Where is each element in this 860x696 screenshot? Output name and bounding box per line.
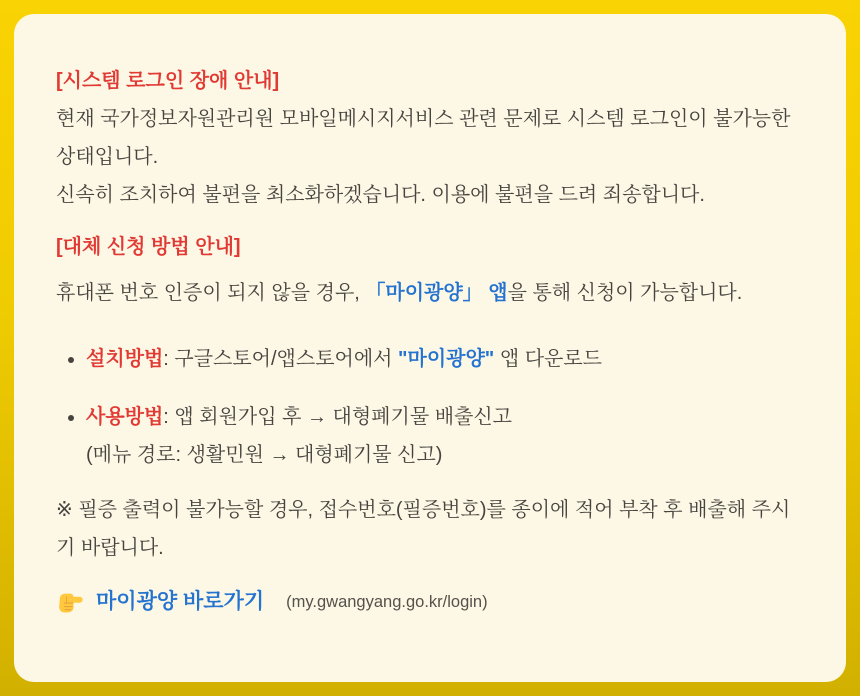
section-title-system-outage: [시스템 로그인 장애 안내]: [56, 70, 280, 92]
link-url-note: (my.gwangyang.go.kr/login): [286, 593, 488, 611]
footnote: ※ 필증 출력이 불가능할 경우, 접수번호(필증번호)를 종이에 적어 부착 후 배출해 주시기 바랍니다.: [56, 499, 791, 559]
steps-list: [56, 340, 804, 474]
usage-label: 사용방법: [86, 406, 164, 428]
install-app-highlight: "마이광양": [398, 348, 495, 370]
shortcut-row: [56, 583, 804, 621]
notice-card: [14, 14, 846, 682]
outage-paragraph-2: 신속히 조치하여 불편을 최소화하겠습니다. 이용에 불편을 드려 죄송합니다.: [56, 184, 705, 206]
my-gwangyang-app-highlight: 「마이광양」 앱: [365, 282, 508, 304]
list-item-install: [86, 340, 804, 378]
list-item-usage: [86, 398, 804, 474]
install-text-end: 앱 다운로드: [494, 348, 602, 370]
intro-text-prefix: 휴대폰 번호 인증이 되지 않을 경우,: [56, 282, 366, 304]
usage-menu-path: (메뉴 경로: 생활민원 → 대형폐기물 신고): [86, 444, 443, 466]
section-title-alternative: [대체 신청 방법 안내]: [56, 236, 241, 258]
install-text: : 구글스토어/앱스토어에서: [163, 348, 399, 370]
outage-paragraph-1: 현재 국가정보자원관리원 모바일메시지서비스 관련 문제로 시스템 로그인이 불가능한 상태입니다.: [56, 108, 791, 168]
intro-text-suffix: 을 통해 신청이 가능합니다.: [507, 282, 743, 304]
install-label: 설치방법: [86, 348, 164, 370]
my-gwangyang-link[interactable]: 마이광양 바로가기: [96, 590, 265, 613]
pointing-right-hand-icon: [56, 588, 84, 616]
alternative-intro: [56, 274, 804, 312]
usage-text: : 앱 회원가입 후 → 대형폐기물 배출신고: [163, 406, 512, 428]
